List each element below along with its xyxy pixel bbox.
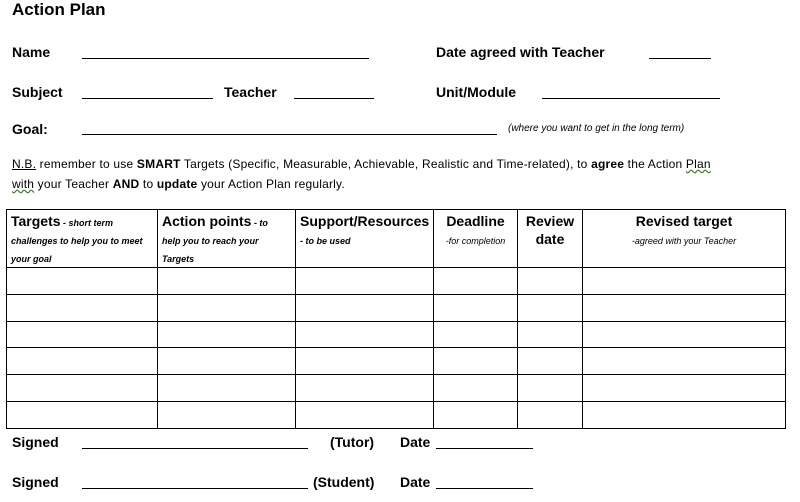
table-cell[interactable] — [583, 268, 786, 295]
table-row — [7, 268, 786, 295]
date-agreed-label: Date agreed with Teacher — [436, 44, 605, 60]
table-cell[interactable] — [518, 321, 583, 348]
nb-update: update — [156, 177, 198, 191]
unit-module-field[interactable] — [542, 98, 720, 99]
header-review-title: Review date — [525, 213, 575, 247]
header-deadline-title: Deadline — [446, 213, 505, 229]
header-support-resources — [296, 210, 434, 268]
nb-and: AND — [112, 177, 140, 191]
tutor-date-label: Date — [400, 434, 431, 450]
table-cell[interactable] — [296, 321, 434, 348]
table-cell[interactable] — [518, 348, 583, 375]
nb-marker: N.B. — [12, 157, 37, 171]
student-date-label: Date — [400, 474, 431, 490]
table-cell[interactable] — [7, 321, 158, 348]
subject-label: Subject — [12, 84, 63, 100]
table-cell[interactable] — [434, 321, 518, 348]
table-cell[interactable] — [158, 375, 296, 402]
table-row — [7, 321, 786, 348]
nb-text: your Teacher — [34, 177, 113, 191]
header-revised-desc: -agreed with your Teacher — [631, 236, 737, 246]
header-targets-sub: - short term — [60, 218, 114, 228]
table-cell[interactable] — [158, 294, 296, 321]
header-revised-title: Revised target — [635, 213, 733, 229]
nb-text: your Action Plan regularly. — [197, 177, 345, 191]
student-label: (Student) — [313, 474, 375, 490]
signed-tutor-label: Signed — [12, 434, 59, 450]
header-action-points-desc: help you to reach your Targets — [162, 236, 259, 264]
table-cell[interactable] — [7, 268, 158, 295]
table-cell[interactable] — [158, 321, 296, 348]
table-cell[interactable] — [583, 375, 786, 402]
table-cell[interactable] — [7, 294, 158, 321]
header-deadline-desc: -for completion — [445, 236, 506, 246]
name-field[interactable] — [82, 58, 369, 59]
tutor-label: (Tutor) — [330, 434, 375, 450]
date-agreed-field[interactable] — [649, 58, 711, 59]
table-cell[interactable] — [7, 402, 158, 429]
teacher-label: Teacher — [224, 84, 277, 100]
signed-student-label: Signed — [12, 474, 59, 490]
nb-text: remember to use — [36, 157, 137, 171]
page-title: Action Plan — [12, 0, 106, 19]
table-cell[interactable] — [583, 348, 786, 375]
table-cell[interactable] — [296, 375, 434, 402]
goal-label: Goal: — [12, 121, 48, 137]
subject-field[interactable] — [82, 98, 213, 99]
table-cell[interactable] — [518, 268, 583, 295]
header-targets-title: Targets — [11, 213, 61, 229]
header-targets-desc: challenges to help you to meet your goal — [11, 236, 143, 264]
table-cell[interactable] — [518, 375, 583, 402]
header-support-title: Support/Resources — [300, 213, 430, 229]
table-cell[interactable] — [434, 348, 518, 375]
table-cell[interactable] — [296, 268, 434, 295]
instructions-note — [12, 154, 782, 194]
table-cell[interactable] — [158, 268, 296, 295]
table-cell[interactable] — [7, 348, 158, 375]
goal-field[interactable] — [82, 134, 497, 135]
header-action-points — [158, 210, 296, 268]
header-support-desc: - to be used — [300, 236, 351, 246]
table-cell[interactable] — [158, 402, 296, 429]
nb-plan: Plan — [685, 157, 711, 171]
table-cell[interactable] — [434, 268, 518, 295]
table-cell[interactable] — [296, 294, 434, 321]
header-review-date — [518, 210, 583, 268]
unit-module-label: Unit/Module — [436, 84, 517, 100]
table-row — [7, 375, 786, 402]
header-action-points-title: Action points — [162, 213, 252, 229]
table-row — [7, 294, 786, 321]
action-plan-table — [6, 209, 786, 429]
nb-smart: SMART — [136, 157, 181, 171]
nb-text: to — [139, 177, 157, 191]
table-cell[interactable] — [434, 375, 518, 402]
table-cell[interactable] — [518, 294, 583, 321]
student-signature-field[interactable] — [82, 488, 308, 489]
tutor-signature-field[interactable] — [82, 448, 308, 449]
table-header-row — [7, 210, 786, 268]
table-cell[interactable] — [583, 294, 786, 321]
header-action-points-sub: - to — [251, 218, 268, 228]
table-cell[interactable] — [434, 402, 518, 429]
table-row — [7, 402, 786, 429]
table-cell[interactable] — [158, 348, 296, 375]
table-cell[interactable] — [583, 321, 786, 348]
nb-text: the Action — [624, 157, 686, 171]
table-cell[interactable] — [296, 402, 434, 429]
teacher-field[interactable] — [294, 98, 374, 99]
table-cell[interactable] — [518, 402, 583, 429]
header-targets — [7, 210, 158, 268]
tutor-date-field[interactable] — [436, 448, 533, 449]
header-revised-target — [583, 210, 786, 268]
nb-with: with — [12, 177, 35, 191]
table-cell[interactable] — [7, 375, 158, 402]
table-row — [7, 348, 786, 375]
nb-text: Targets (Specific, Measurable, Achievable, Realistic and Time-related), to — [180, 157, 592, 171]
nb-agree: agree — [591, 157, 625, 171]
table-cell[interactable] — [434, 294, 518, 321]
name-label: Name — [12, 44, 51, 60]
table-cell[interactable] — [296, 348, 434, 375]
header-deadline — [434, 210, 518, 268]
goal-note: (where you want to get in the long term) — [508, 123, 685, 134]
table-cell[interactable] — [583, 402, 786, 429]
student-date-field[interactable] — [436, 488, 533, 489]
